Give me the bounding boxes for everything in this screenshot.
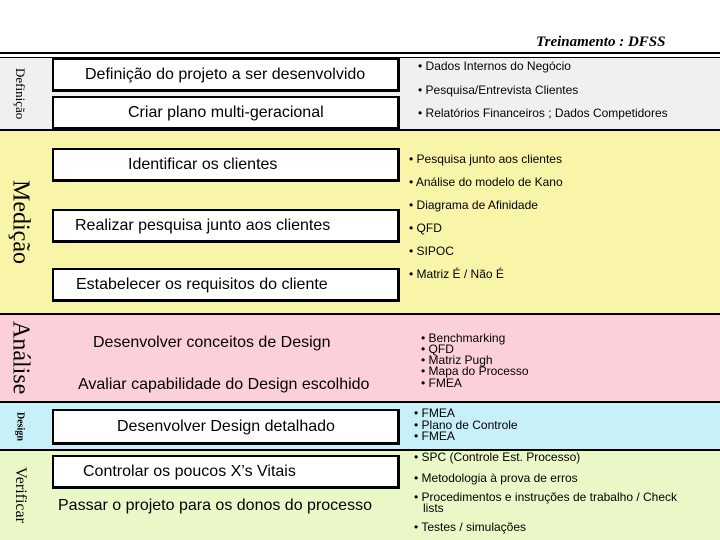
tool-analise: • Mapa do Processo: [421, 364, 529, 378]
stage-label-medicao: Medição: [7, 180, 34, 264]
tool-design: • FMEA: [414, 429, 455, 443]
step-identificar-clientes: Identificar os clientes: [52, 148, 400, 182]
tool-verificar: • Procedimentos e instruções de trabalho / Check: [414, 490, 678, 504]
tool-definicao: • Dados Internos do Negócio: [418, 59, 571, 73]
step-conceitos-design: Desenvolver conceitos de Design: [93, 334, 331, 351]
step-design-detalhado: Desenvolver Design detalhado: [52, 409, 400, 445]
tool-medicao: • Matriz É / Não É: [409, 267, 504, 281]
tool-design: • Plano de Controle: [414, 418, 518, 432]
tool-definicao: • Relatórios Financeiros ; Dados Competidores: [418, 106, 668, 120]
tool-design: • FMEA: [414, 406, 455, 420]
step-passar-projeto: Passar o projeto para os donos do processo: [58, 497, 372, 514]
stage-label-verificar: Verificar: [12, 467, 29, 523]
stage-label-analise: Análise: [7, 321, 34, 395]
tool-definicao: • Pesquisa/Entrevista Clientes: [418, 83, 579, 97]
step-plano-multigeracional: Criar plano multi-geracional: [52, 96, 400, 130]
tool-verificar: lists: [423, 501, 444, 515]
tool-medicao: • SIPOC: [409, 244, 454, 258]
tool-medicao: • Diagrama de Afinidade: [409, 198, 538, 212]
tool-analise: • Matriz Pugh: [421, 353, 493, 367]
tool-analise: • FMEA: [421, 376, 462, 390]
tool-analise: • Benchmarking: [421, 331, 506, 345]
step-requisitos-cliente: Estabelecer os requisitos do cliente: [52, 268, 400, 302]
tool-verificar: • Metodologia à prova de erros: [414, 471, 578, 485]
step-definicao-projeto: Definição do projeto a ser desenvolvido: [52, 58, 400, 92]
step-pesquisa-clientes: Realizar pesquisa junto aos clientes: [52, 209, 400, 243]
tool-medicao: • QFD: [409, 221, 442, 235]
tool-analise: • QFD: [421, 342, 454, 356]
step-controlar-x-vitais: Controlar os poucos X’s Vitais: [52, 455, 400, 489]
step-capabilidade-design: Avaliar capabilidade do Design escolhido: [78, 376, 370, 393]
stage-label-design: Design: [14, 411, 26, 441]
page-title: Treinamento : DFSS: [536, 34, 666, 50]
tool-verificar: • SPC (Controle Est. Processo): [414, 450, 581, 464]
title-underline: [0, 52, 720, 54]
tool-medicao: • Análise do modelo de Kano: [409, 175, 563, 189]
tool-medicao: • Pesquisa junto aos clientes: [409, 152, 562, 166]
stage-label-definicao: Definição: [13, 67, 28, 120]
tool-verificar: • Testes / simulações: [414, 520, 527, 534]
